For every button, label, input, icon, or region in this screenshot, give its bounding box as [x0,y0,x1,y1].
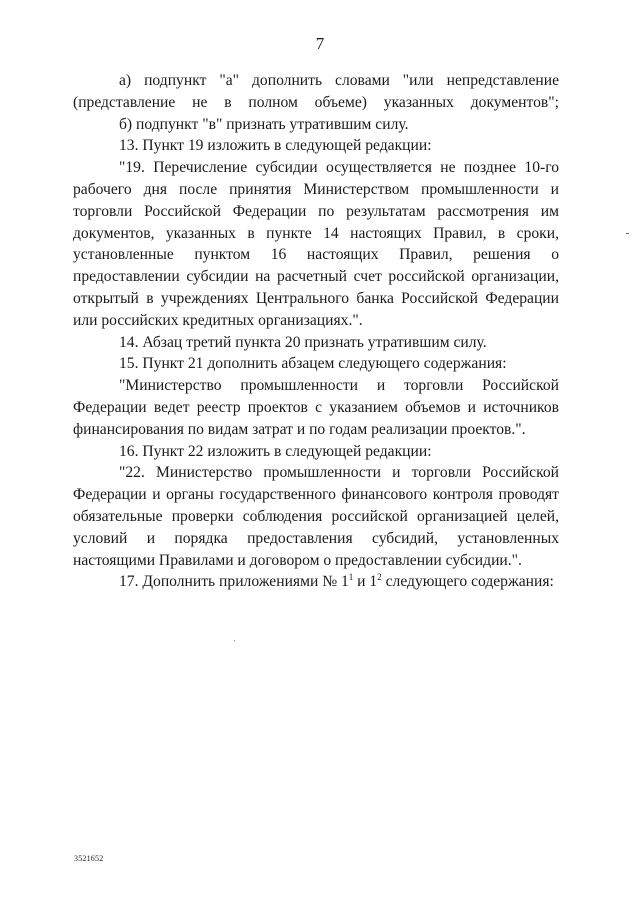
paragraph-17-after: следующего содержания: [381,573,554,591]
document-code: 3521652 [74,854,104,863]
paragraph-12a: а) подпункт "а" дополнить словами "или непредставление (представление не в полном объеме) указанных документов"; [73,72,559,111]
paragraph-13-quote: "19. Перечисление субсидии осуществляется не позднее 10-го рабочего дня после принятия Министерством промышленности и торговли Российской Федерации по результатам рассмотрения им документов, указанных в пункте 14 настоящих Правил, в сроки, установленные пунктом 16 настоящих Правил, решения о предоставлении субсидии на расчетный счет российской организации, открытый в учреждениях Центрального банка Российской Федерации или российских кредитных организациях.". [73,159,559,329]
paragraph-12b: б) подпункт "в" признать утратившим силу. [119,115,409,133]
document-body [73,70,559,593]
paragraph-15-quote: "Министерство промышленности и торговли Российской Федерации ведет реестр проектов с указанием объемов и источников финансирования по видам затрат и по годам реализации проектов.". [73,377,559,438]
paragraph-16: 16. Пункт 22 изложить в следующей редакции: [119,442,432,460]
paragraph-17-middle: и 1 [353,573,378,591]
paragraph-17-before: 17. Дополнить приложениями № 1 [119,573,349,591]
paragraph-15: 15. Пункт 21 дополнить абзацем следующего содержания: [119,355,507,373]
page-number: 7 [315,34,325,53]
paragraph-17 [73,571,559,593]
paragraph-16-quote: "22. Министерство промышленности и торговли Российской Федерации и органы государственного финансового контроля проводят обязательные проверки соблюдения российской организацией целей, условий и порядка предоставления субсидий, установленных настоящими Правилами и договором о предоставлении субсидии.". [73,464,559,569]
margin-mark [626,233,629,234]
paragraph-13: 13. Пункт 19 изложить в следующей редакции: [119,137,432,155]
paragraph-14: 14. Абзац третий пункта 20 признать утратившим силу. [119,333,487,351]
superscript-1: 1 [348,572,354,583]
scan-dot [234,640,235,641]
superscript-2: 2 [377,572,382,583]
